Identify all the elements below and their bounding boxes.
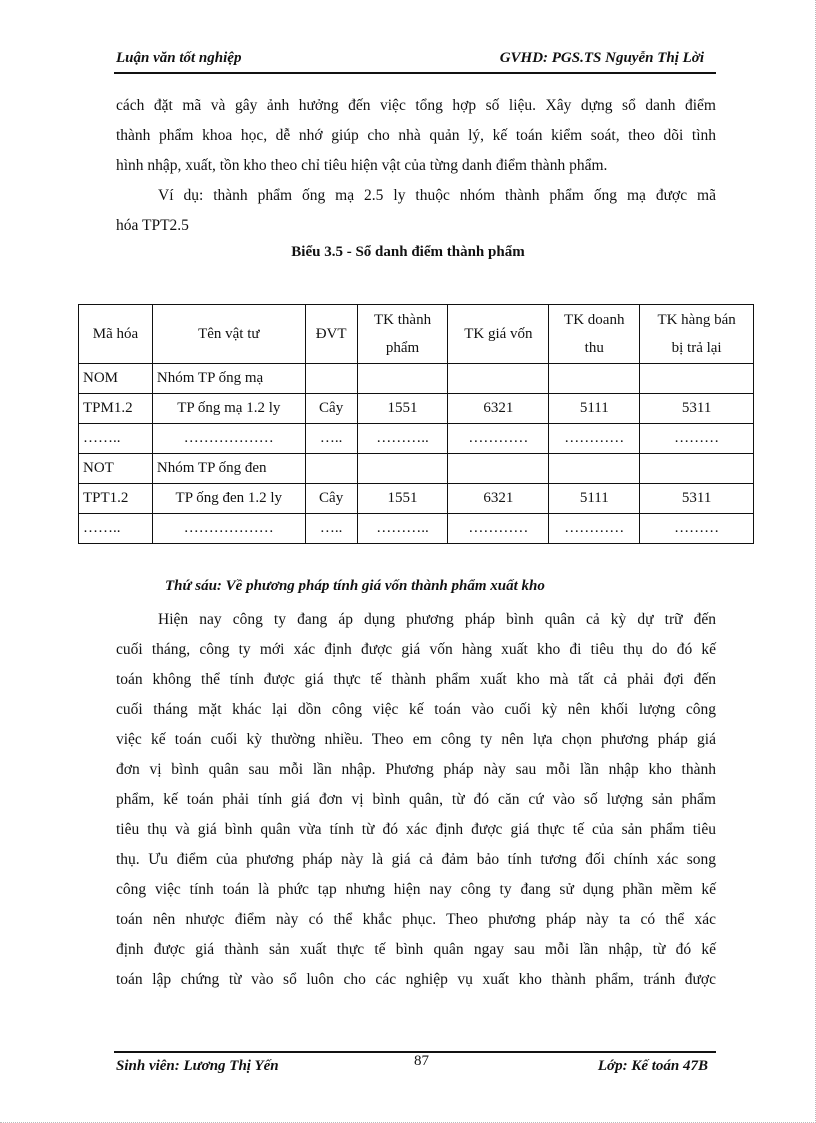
example-paragraph: [116, 181, 716, 241]
table-cell: [448, 364, 549, 394]
table-cell: ………: [640, 514, 754, 544]
table-cell: [357, 364, 448, 394]
text-line: toán lập chứng từ vào sổ luôn cho các nghiệp vụ xuất kho thành phẩm, tránh được: [116, 971, 716, 988]
header-cell-line: TK doanh: [564, 312, 625, 328]
table-cell: 6321: [448, 394, 549, 424]
table-cell: [549, 364, 640, 394]
table-cell: NOT: [79, 454, 153, 484]
header-advisor: GVHD: PGS.TS Nguyễn Thị Lời: [499, 50, 704, 66]
text-line: toán nên nhược điểm này có thể khắc phục. Theo phương pháp này ta có thể xác: [116, 911, 716, 928]
header-cell: Tên vật tư: [152, 305, 305, 364]
table-cell: …………: [549, 514, 640, 544]
header-cell-line: bị trả lại: [671, 340, 722, 356]
table-cell: …..: [305, 424, 357, 454]
table-cell: 5311: [640, 394, 754, 424]
table-cell: …..: [305, 514, 357, 544]
table-cell: [448, 454, 549, 484]
table-cell: ………..: [357, 424, 448, 454]
page-footer: [114, 1051, 716, 1083]
table-cell: [305, 364, 357, 394]
intro-paragraph: [116, 91, 716, 181]
section-subheading: Thứ sáu: Về phương pháp tính giá vốn thành phẩm xuất kho: [165, 578, 545, 594]
table-cell: 5111: [549, 394, 640, 424]
table-cell: TP ống đen 1.2 ly: [152, 484, 305, 514]
text-line: hóa TPT2.5: [116, 217, 189, 234]
page-number: 87: [414, 1053, 429, 1069]
table-cell: Nhóm TP ống đen: [152, 454, 305, 484]
header-cell-line: thu: [584, 340, 604, 356]
table-cell: …………: [549, 424, 640, 454]
table-row: [79, 454, 754, 484]
footer-student: Sinh viên: Lương Thị Yến: [116, 1058, 279, 1074]
table-cell: 6321: [448, 484, 549, 514]
header-cell: [357, 305, 448, 364]
table-cell: ……..: [79, 514, 153, 544]
text-line: việc kế toán cuối kỳ thường nhiều. Theo em công ty nên lựa chọn phương pháp giá: [116, 731, 716, 748]
text-line: Hiện nay công ty đang áp dụng phương pháp bình quân cả kỳ dự trữ đến: [158, 611, 716, 628]
text-line: định được giá thành sản xuất thực tế bình quân ngay sau mỗi lần nhập, từ đó kế: [116, 941, 716, 958]
table-cell: …………: [448, 424, 549, 454]
table-cell: …………: [448, 514, 549, 544]
page-header: [114, 48, 716, 74]
table-cell: 5311: [640, 484, 754, 514]
header-cell-line: TK thành: [374, 312, 432, 328]
header-cell: [549, 305, 640, 364]
table-cell: TP ống mạ 1.2 ly: [152, 394, 305, 424]
table-cell: [549, 454, 640, 484]
table-cell: Cây: [305, 484, 357, 514]
table-cell: [305, 454, 357, 484]
text-line: toán không thể tính được giá thực tế thành phẩm xuất kho mà tất cả phải đợi đến: [116, 671, 716, 688]
header-cell: [640, 305, 754, 364]
table-cell: 5111: [549, 484, 640, 514]
table-caption: Biểu 3.5 - Sổ danh điểm thành phẩm: [291, 244, 525, 260]
footer-class: Lớp: Kế toán 47B: [597, 1058, 708, 1074]
text-line: phẩm, kế toán phải tính giá đơn vị bình quân, từ đó căn cứ vào số lượng sản phẩm: [116, 791, 716, 808]
table-cell: [357, 454, 448, 484]
table-row: [79, 484, 754, 514]
text-line: cuối tháng mặt khác lại dồn công việc kế toán vào cuối kỳ nên khối lượng công: [116, 701, 716, 718]
table-cell: ………………: [152, 514, 305, 544]
product-catalog-table: [78, 304, 754, 544]
table-row: [79, 514, 754, 544]
text-line: cách đặt mã và gây ảnh hưởng đến việc tổng hợp số liệu. Xây dựng sổ danh điểm: [116, 97, 716, 114]
text-line: thành phẩm khoa học, dễ nhớ giúp cho nhà quản lý, kế toán kiểm soát, theo dõi tình: [116, 127, 716, 144]
table-cell: [640, 454, 754, 484]
table-cell: ………: [640, 424, 754, 454]
table-cell: TPT1.2: [79, 484, 153, 514]
table-cell: Cây: [305, 394, 357, 424]
header-cell: ĐVT: [305, 305, 357, 364]
table-row: [79, 424, 754, 454]
text-line: Ví dụ: thành phẩm ống mạ 2.5 ly thuộc nhóm thành phẩm ống mạ được mã: [158, 187, 716, 204]
text-line: cuối tháng, công ty mới xác định được giá vốn hàng xuất kho đi tiêu thụ do đó kế: [116, 641, 716, 658]
table-cell: TPM1.2: [79, 394, 153, 424]
text-line: hình nhập, xuất, tồn kho theo chỉ tiêu hiện vật của từng danh điểm thành phẩm.: [116, 157, 608, 174]
text-line: thụ. Ưu điểm của phương pháp này là giá cả đảm bảo tính tương đối chính xác song: [116, 851, 716, 868]
table-cell: ………………: [152, 424, 305, 454]
table-cell: Nhóm TP ống mạ: [152, 364, 305, 394]
header-thesis-title: Luận văn tốt nghiệp: [116, 50, 242, 66]
header-cell: TK giá vốn: [448, 305, 549, 364]
text-line: tiêu thụ và giá bình quân vừa tính từ đó xác định được giá thực tế của sản phẩm tiêu: [116, 821, 716, 838]
table-cell: ………..: [357, 514, 448, 544]
table-cell: ……..: [79, 424, 153, 454]
table-row: [79, 364, 754, 394]
table-cell: NOM: [79, 364, 153, 394]
text-line: đơn vị bình quân sau mỗi lần nhập. Phương pháp này sau mỗi lần nhập kho thành: [116, 761, 716, 778]
header-cell-line: TK hàng bán: [657, 312, 736, 328]
header-cell-line: phẩm: [385, 340, 420, 356]
header-cell: Mã hóa: [79, 305, 153, 364]
table-row: [79, 394, 754, 424]
table-cell: [640, 364, 754, 394]
table-header-row: [79, 305, 754, 364]
table-cell: 1551: [357, 484, 448, 514]
text-line: công việc tính toán là phức tạp nhưng hiện nay công ty đang sử dụng phần mềm kế: [116, 881, 716, 898]
body-paragraph: [116, 605, 716, 995]
table-cell: 1551: [357, 394, 448, 424]
